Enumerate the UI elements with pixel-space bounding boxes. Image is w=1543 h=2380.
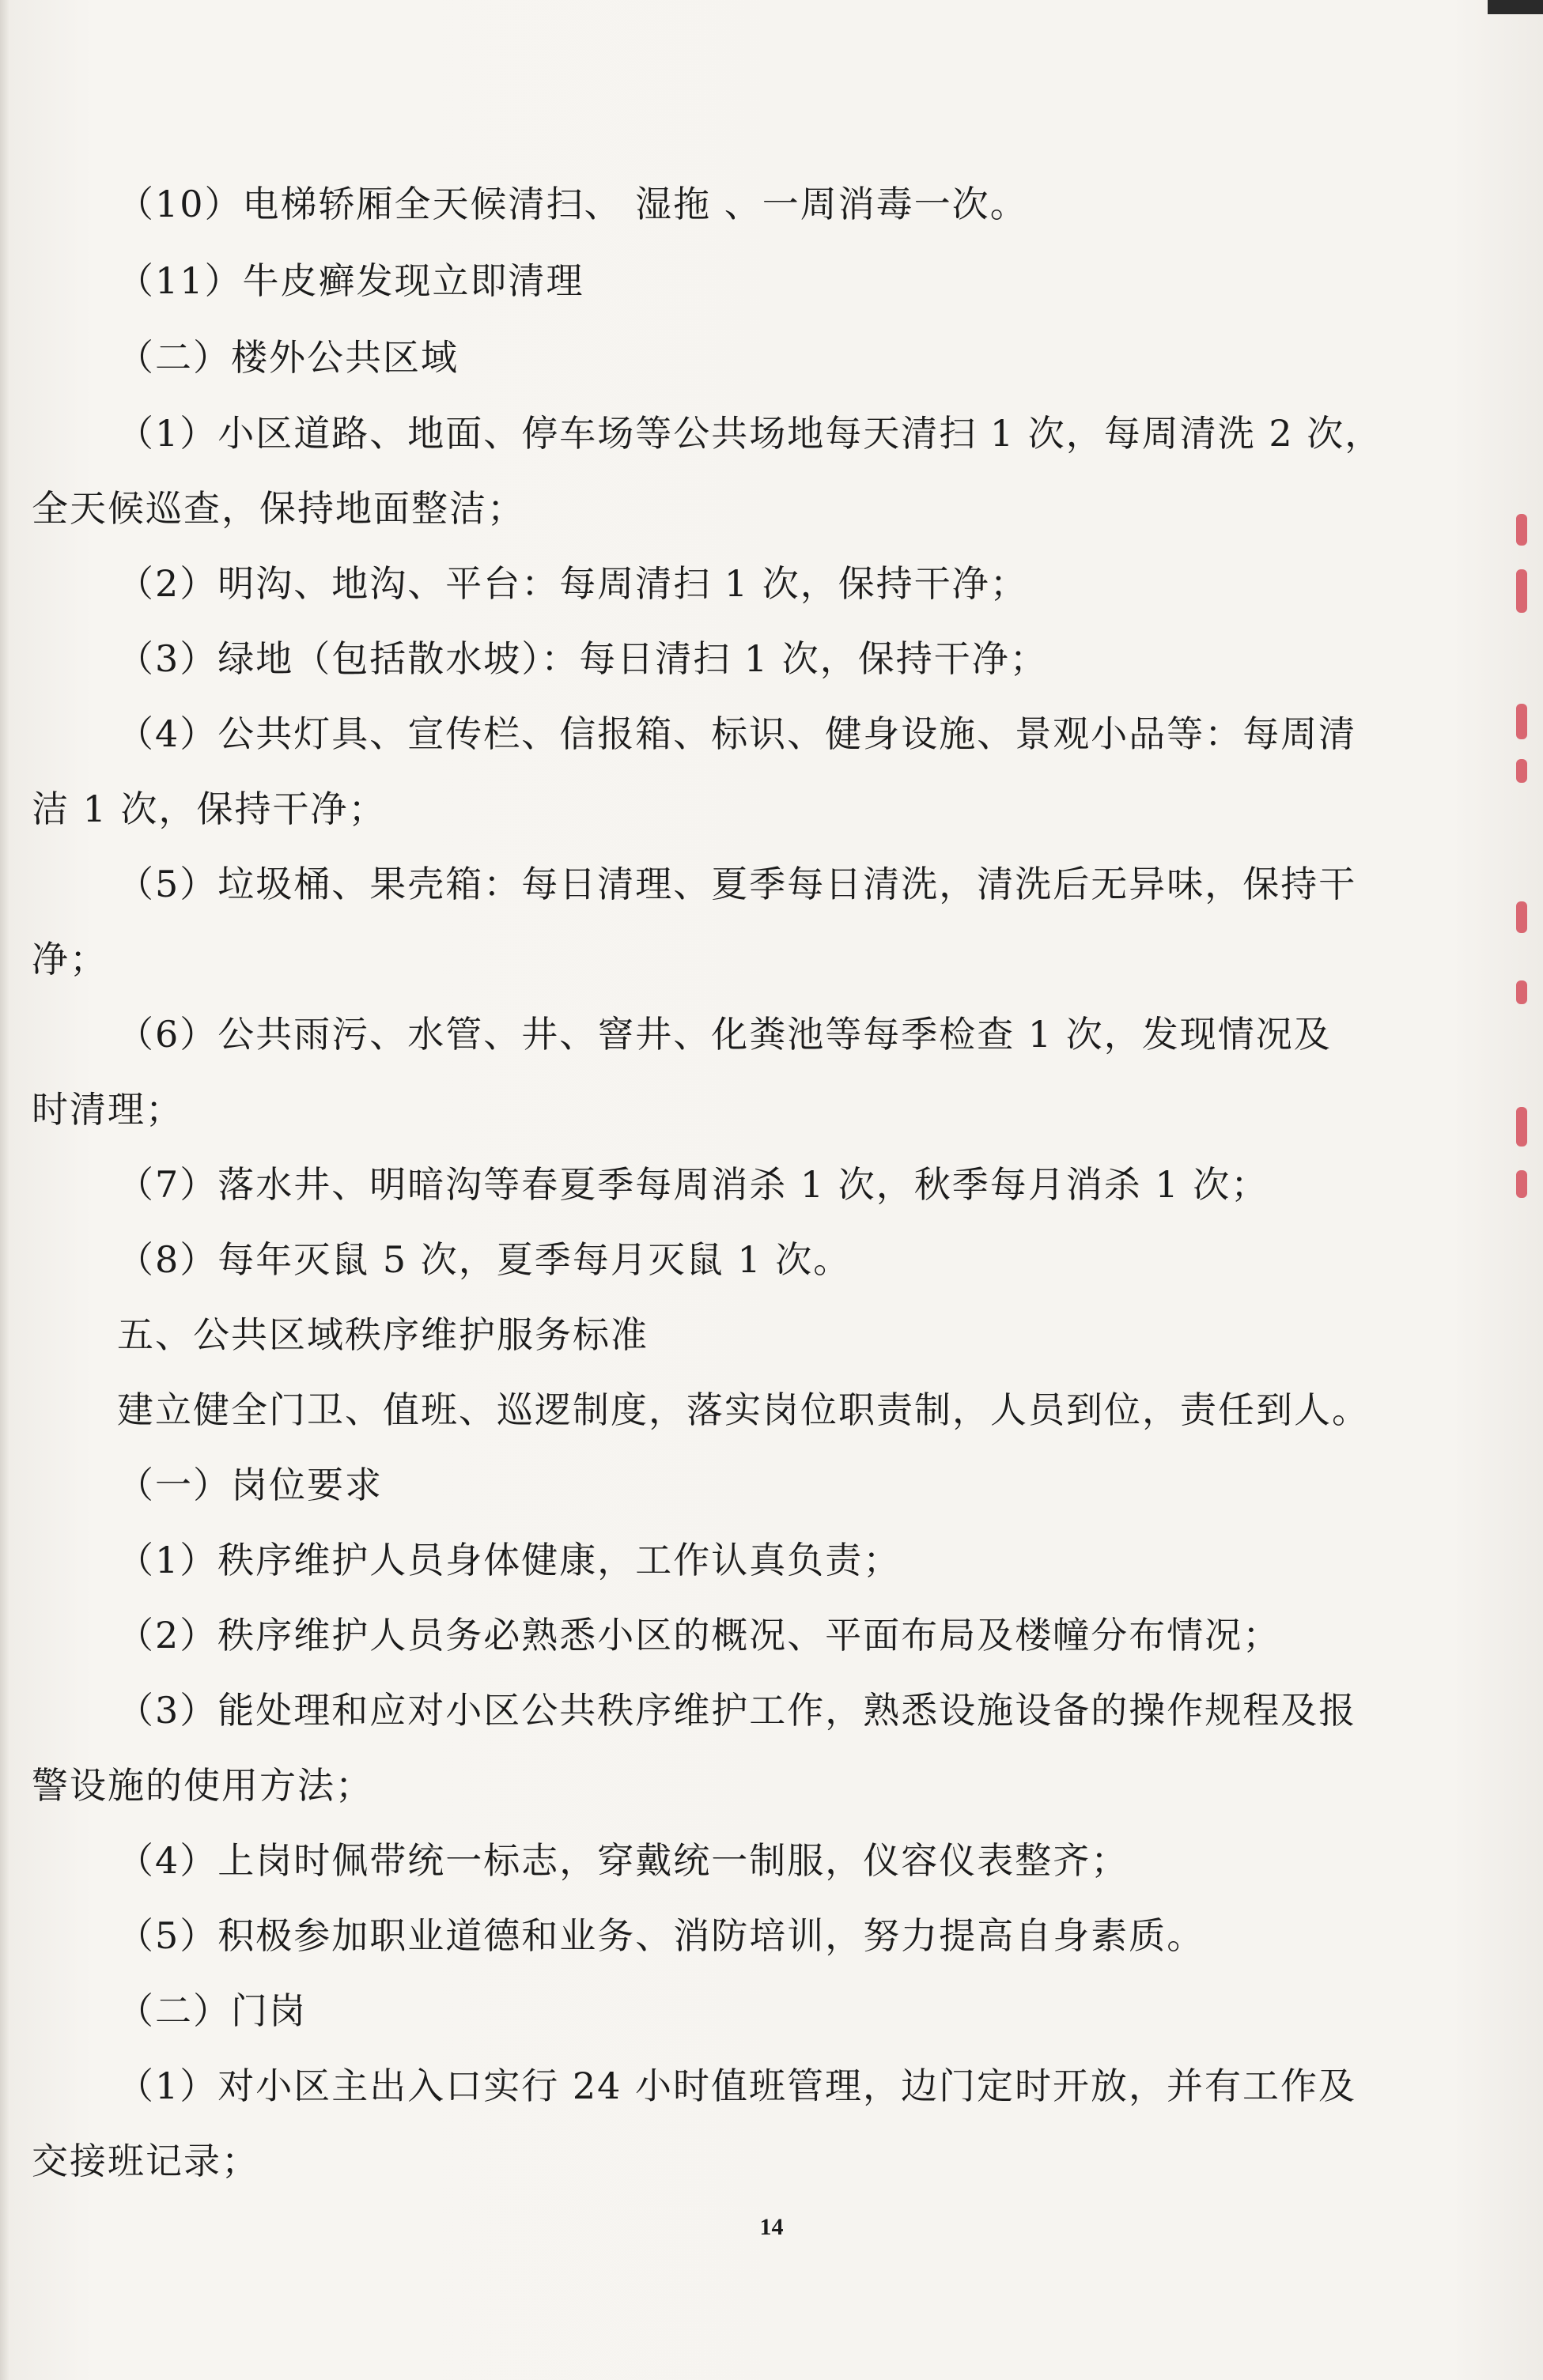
text-line: （11）牛皮癣发现立即清理 [117, 259, 584, 302]
text-line: （二）楼外公共区域 [117, 336, 459, 379]
text-line: （1）对小区主出入口实行 24 小时值班管理，边门定时开放，并有工作及 [117, 2065, 1357, 2107]
text-line: 洁 1 次，保持干净； [32, 788, 387, 830]
text-line: （7）落水井、明暗沟等春夏季每周消杀 1 次，秋季每月消杀 1 次； [117, 1163, 1269, 1206]
subsection-heading: （二）门岗 [117, 1989, 307, 2032]
text-line: 建立健全门卫、值班、巡逻制度，落实岗位职责制，人员到位，责任到人。 [117, 1388, 1370, 1431]
text-line: （6）公共雨污、水管、井、窨井、化粪池等每季检查 1 次，发现情况及 [117, 1013, 1332, 1056]
text-line: 时清理； [32, 1088, 183, 1131]
text-line: （2）秩序维护人员务必熟悉小区的概况、平面布局及楼幢分布情况； [117, 1614, 1281, 1657]
text-line: 全天候巡查，保持地面整洁； [32, 487, 525, 530]
text-line: 交接班记录； [32, 2140, 259, 2182]
subsection-heading: （一）岗位要求 [117, 1464, 383, 1506]
text-line: 警设施的使用方法； [32, 1764, 373, 1807]
text-line: （4）上岗时佩带统一标志，穿戴统一制服，仪容仪表整齐； [117, 1839, 1129, 1882]
text-line: （1）秩序维护人员身体健康，工作认真负责； [117, 1539, 902, 1581]
text-line: （5）积极参加职业道德和业务、消防培训，努力提高自身素质。 [117, 1914, 1205, 1957]
text-line: （10）电梯轿厢全天候清扫、 湿拖 、一周消毒一次。 [117, 183, 1028, 225]
text-line: 净； [32, 938, 108, 980]
text-line: （2）明沟、地沟、平台：每周清扫 1 次，保持干净； [117, 562, 1028, 605]
text-line: （4）公共灯具、宣传栏、信报箱、标识、健身设施、景观小品等：每周清 [117, 712, 1357, 755]
page-number: 14 [759, 2214, 784, 2240]
text-line: （8）每年灭鼠 5 次，夏季每月灭鼠 1 次。 [117, 1238, 852, 1281]
text-line: （3）绿地（包括散水坡）：每日清扫 1 次，保持干净； [117, 637, 1048, 680]
section-heading: 五、公共区域秩序维护服务标准 [117, 1313, 649, 1356]
text-line: （3）能处理和应对小区公共秩序维护工作，熟悉设施设备的操作规程及报 [117, 1689, 1357, 1732]
text-line: （5）垃圾桶、果壳箱：每日清理、夏季每日清洗，清洗后无异味，保持干 [117, 863, 1357, 905]
text-line: （1）小区道路、地面、停车场等公共场地每天清扫 1 次，每周清洗 2 次， [117, 412, 1383, 455]
